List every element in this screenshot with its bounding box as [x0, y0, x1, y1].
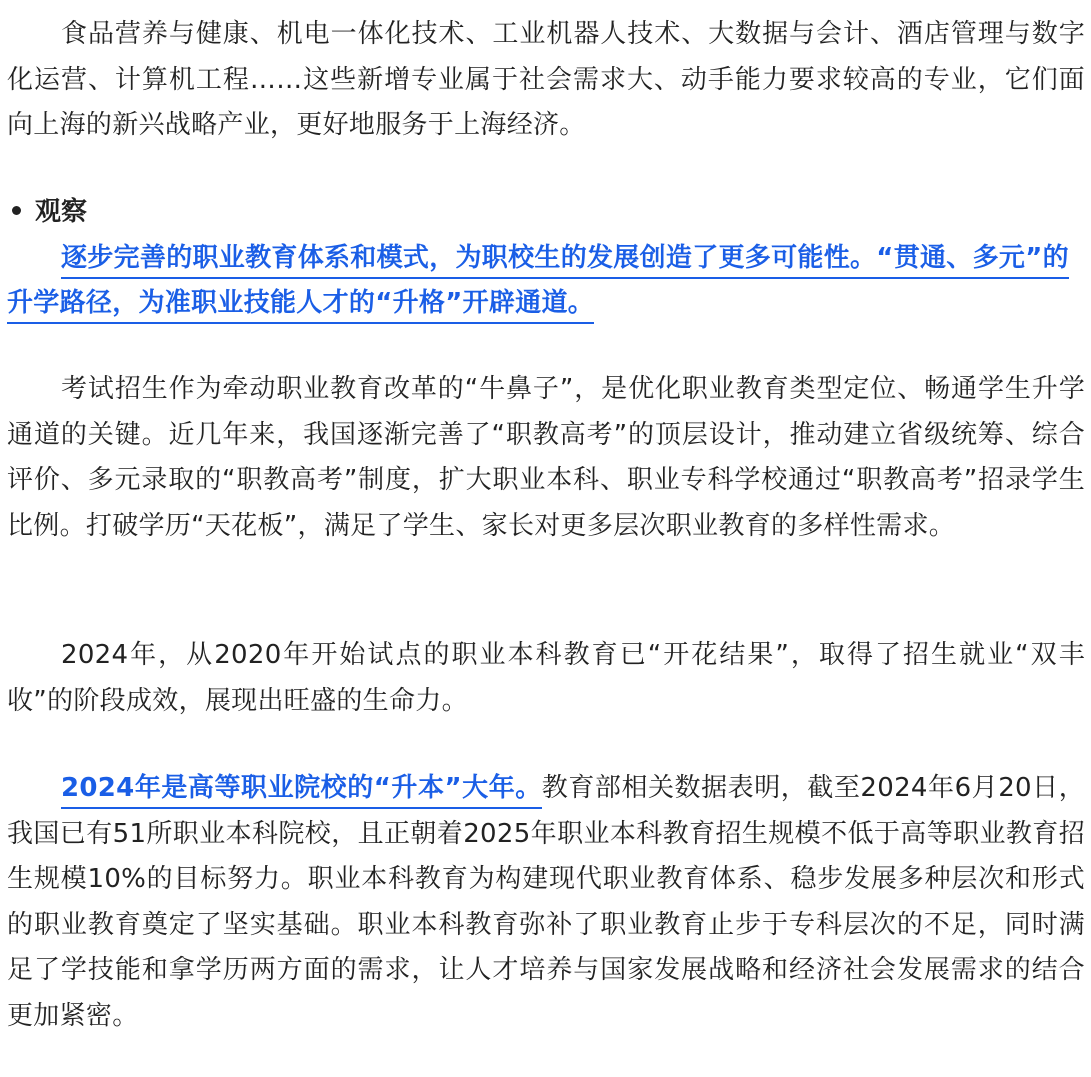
paragraph-2024-results: 2024年，从2020年开始试点的职业本科教育已“开花结果”，取得了招生就业“双丰收”的阶段成效，展现出旺盛的生命力。: [7, 640, 1085, 716]
paragraph-new-majors: 食品营养与健康、机电一体化技术、工业机器人技术、大数据与会计、酒店管理与数字化运营、计算机工程……这些新增专业属于社会需求大、动手能力要求较高的专业，它们面向上海的新兴战略产业，更好地服务于上海经济。: [7, 19, 1085, 140]
paragraph-upgrade-text: 教育部相关数据表明，截至2024年6月20日，我国已有51所职业本科院校，且正朝着2025年职业本科教育招生规模不低于高等职业教育招生规模10%的目标努力。职业本科教育为构建现代职业教育体系、稳步发展多种层次和形式的职业教育奠定了坚实基础。职业本科教育弥补了职业教育止步于专科层次的不足，同时满足了学技能和拿学历两方面的需求，让人才培养与国家发展战略和经济社会发展需求的结合更加紧密。: [7, 773, 1085, 1031]
bullet-dot-icon: [12, 206, 21, 215]
section-heading-label: 观察: [35, 197, 88, 227]
paragraph-exam-enrollment: 考试招生作为牵动职业教育改革的“牛鼻子”，是优化职业教育类型定位、畅通学生升学通道的关键。近几年来，我国逐渐完善了“职教高考”的顶层设计，推动建立省级统筹、综合评价、多元录取的“职教高考”制度，扩大职业本科、职业专科学校通过“职教高考”招录学生比例。打破学历“天花板”，满足了学生、家长对更多层次职业教育的多样性需求。: [7, 374, 1085, 541]
highlight-summary: [7, 236, 1085, 326]
section-heading-observation: [12, 192, 87, 232]
paragraph-upgrade-year: [7, 766, 1085, 1039]
paragraph-upgrade-highlight: 2024年是高等职业院校的“升本”大年。: [61, 773, 542, 809]
highlight-summary-text: 逐步完善的职业教育体系和模式，为职校生的发展创造了更多可能性。“贯通、多元”的升学路径，为准职业技能人才的“升格”开辟通道。: [7, 243, 1069, 324]
